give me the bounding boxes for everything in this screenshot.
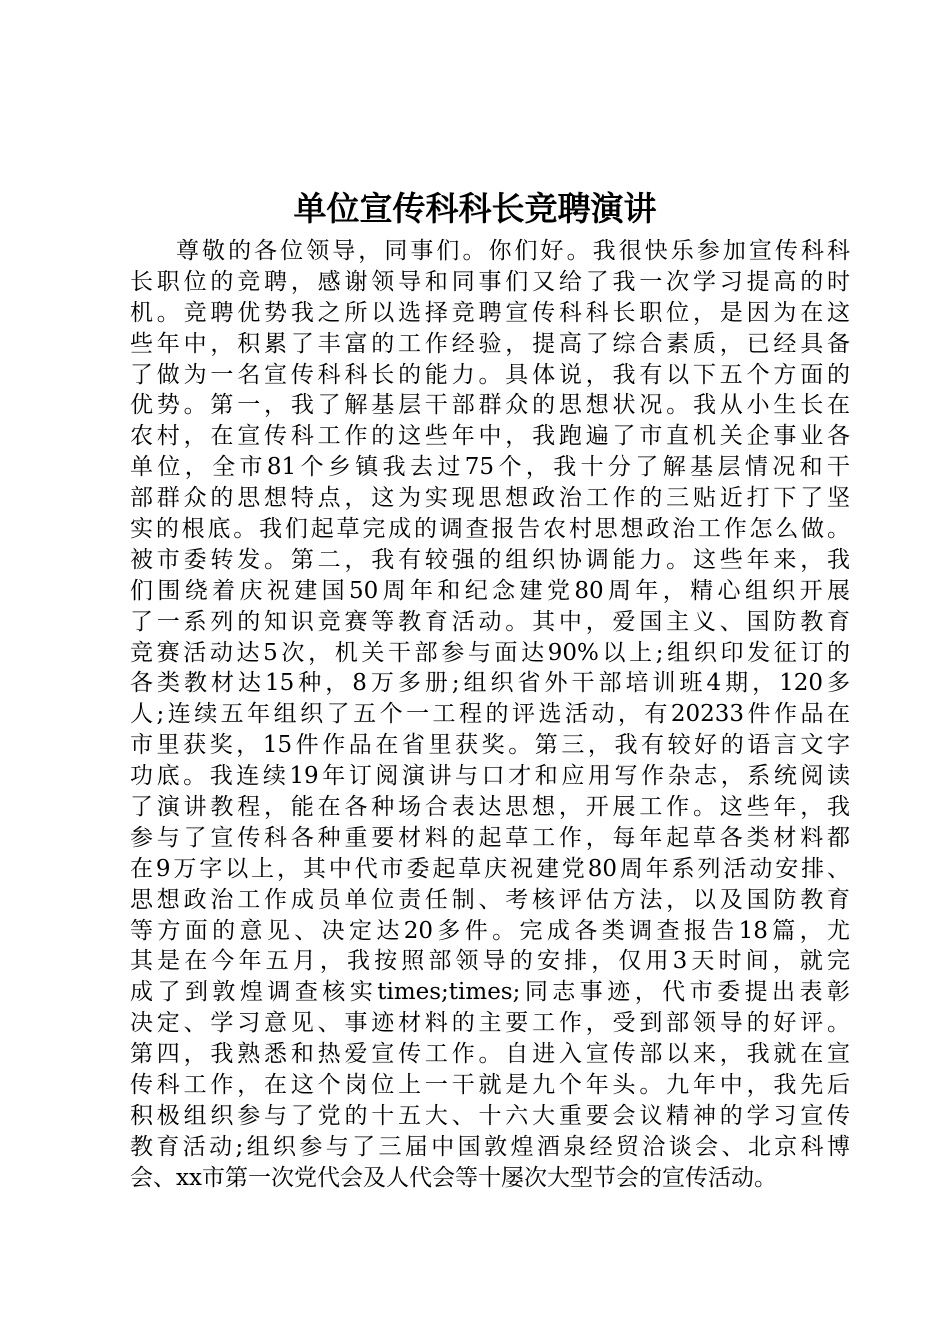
text-line: 农村，在宣传科工作的这些年中，我跑遍了市直机关企事业各 [130, 423, 850, 450]
text-line: 人;连续五年组织了五个一工程的评选活动，有20233件作品在 [130, 701, 850, 728]
text-line: 优势。第一，我了解基层干部群众的思想状况。我从小生长在 [130, 392, 850, 419]
text-line: 在9万字以上，其中代市委起草庆祝建党80周年系列活动安排、 [130, 855, 850, 882]
text-line: 市里获奖，15件作品在省里获奖。第三，我有较好的语言文字 [130, 732, 850, 759]
text-line: 些年中，积累了丰富的工作经验，提高了综合素质，已经具备 [130, 330, 850, 357]
text-line: 第四，我熟悉和热爱宣传工作。自进入宣传部以来，我就在宣 [130, 1041, 850, 1068]
text-line: 等方面的意见、决定达20多件。完成各类调查报告18篇，尤 [130, 917, 850, 944]
text-line: 长职位的竞聘，感谢领导和同事们又给了我一次学习提高的时 [130, 268, 850, 295]
text-line: 积极组织参与了党的十五大、十六大重要会议精神的学习宣传 [130, 1102, 850, 1129]
text-line: 单位，全市81个乡镇我去过75个，我十分了解基层情况和干 [130, 454, 850, 481]
text-line: 其是在今年五月，我按照部领导的安排，仅用3天时间，就完 [130, 948, 850, 975]
text-line: 传科工作，在这个岗位上一干就是九个年头。九年中，我先后 [130, 1072, 850, 1099]
text-line: 教育活动;组织参与了三届中国敦煌酒泉经贸洽谈会、北京科博 [130, 1133, 850, 1160]
text-line: 部群众的思想特点，这为实现思想政治工作的三贴近打下了坚 [130, 485, 850, 512]
text-line: 会、xx市第一次党代会及人代会等十屡次大型节会的宣传活动。 [130, 1164, 777, 1191]
speech-body [130, 236, 850, 1194]
text-line: 被市委转发。第二，我有较强的组织协调能力。这些年来，我 [130, 546, 850, 573]
text-line: 了做为一名宣传科科长的能力。具体说，我有以下五个方面的 [130, 361, 850, 388]
text-line: 们围绕着庆祝建国50周年和纪念建党80周年，精心组织开展 [130, 577, 850, 604]
text-line: 参与了宣传科各种重要材料的起草工作，每年起草各类材料都 [130, 824, 850, 851]
text-line: 了演讲教程，能在各种场合表达思想，开展工作。这些年，我 [130, 794, 850, 821]
text-line: 各类教材达15种，8万多册;组织省外干部培训班4期，120多 [130, 670, 850, 697]
text-line: 成了到敦煌调查核实times;times;同志事迹，代市委提出表彰 [130, 979, 850, 1006]
document-title: 单位宣传科科长竞聘演讲 [293, 189, 657, 228]
text-line: 实的根底。我们起草完成的调查报告农村思想政治工作怎么做。 [130, 516, 850, 543]
text-line: 功底。我连续19年订阅演讲与口才和应用写作杂志，系统阅读 [130, 763, 850, 790]
text-line: 竞赛活动达5次，机关干部参与面达90%以上;组织印发征订的 [130, 639, 850, 666]
text-line: 了一系列的知识竞赛等教育活动。其中，爱国主义、国防教育 [130, 608, 850, 635]
text-line: 思想政治工作成员单位责任制、考核评估方法，以及国防教育 [130, 886, 850, 913]
text-line: 尊敬的各位领导，同事们。你们好。我很快乐参加宣传科科 [176, 238, 850, 264]
text-line: 机。竞聘优势我之所以选择竞聘宣传科科长职位，是因为在这 [130, 299, 850, 326]
text-line: 决定、学习意见、事迹材料的主要工作，受到部领导的好评。 [130, 1010, 850, 1037]
